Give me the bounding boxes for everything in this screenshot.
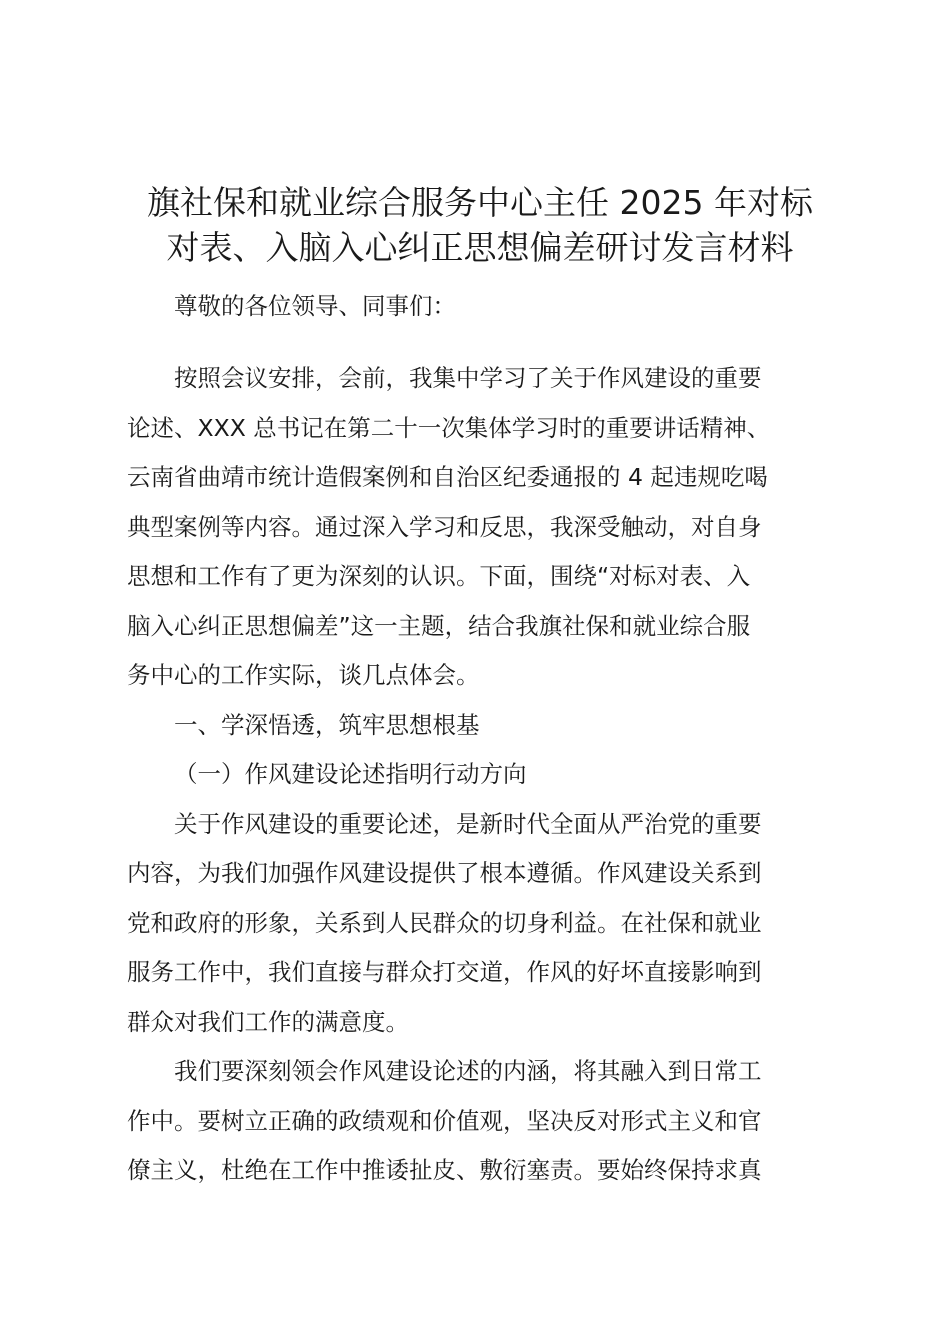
paragraph-line: 作中。要树立正确的政绩观和价值观，坚决反对形式主义和官 [127, 1106, 762, 1135]
paragraph-line: 服务工作中，我们直接与群众打交道，作风的好坏直接影响到 [127, 958, 762, 986]
paragraph-line: 我们要深刻领会作风建设论述的内涵，将其融入到日常工 [174, 1057, 762, 1085]
document-body [127, 284, 837, 1196]
paragraph-line: 典型案例等内容。通过深入学习和反思，我深受触动，对自身 [127, 512, 762, 541]
body-paragraph [127, 800, 837, 1048]
salutation: 尊敬的各位领导、同事们： [174, 292, 456, 320]
paragraph-line: 群众对我们工作的满意度。 [127, 1007, 409, 1036]
paragraph-line: 思想和工作有了更为深刻的认识。下面，围绕“对标对表、入 [127, 562, 751, 590]
title-line: 旗社保和就业综合服务中心主任 2025 年对标 [147, 183, 813, 222]
paragraph-line: 脑入心纠正思想偏差”这一主题，结合我旗社保和就业综合服 [127, 611, 751, 640]
subsection-heading: （一）作风建设论述指明行动方向 [174, 759, 527, 788]
paragraph-line: 内容，为我们加强作风建设提供了根本遵循。作风建设关系到 [127, 859, 762, 887]
paragraph-line: 论述、XXX 总书记在第二十一次集体学习时的重要讲话精神、 [127, 413, 771, 442]
paragraph-line: 关于作风建设的重要论述，是新时代全面从严治党的重要 [174, 809, 762, 838]
title-line: 对表、入脑入心纠正思想偏差研讨发言材料 [166, 228, 794, 267]
paragraph-line: 云南省曲靖市统计造假案例和自治区纪委通报的 4 起违规吃喝 [127, 463, 768, 491]
paragraph-line: 僚主义，杜绝在工作中推诿扯皮、敷衍塞责。要始终保持求真 [127, 1156, 762, 1184]
paragraph-line: 务中心的工作实际，谈几点体会。 [127, 661, 480, 689]
section-heading: 一、学深悟透，筑牢思想根基 [174, 710, 480, 739]
document-title [110, 180, 850, 270]
intro-paragraph [127, 354, 837, 701]
paragraph-line: 按照会议安排，会前，我集中学习了关于作风建设的重要 [174, 364, 762, 392]
paragraph-line: 党和政府的形象，关系到人民群众的切身利益。在社保和就业 [127, 908, 762, 937]
body-paragraph [127, 1047, 837, 1196]
